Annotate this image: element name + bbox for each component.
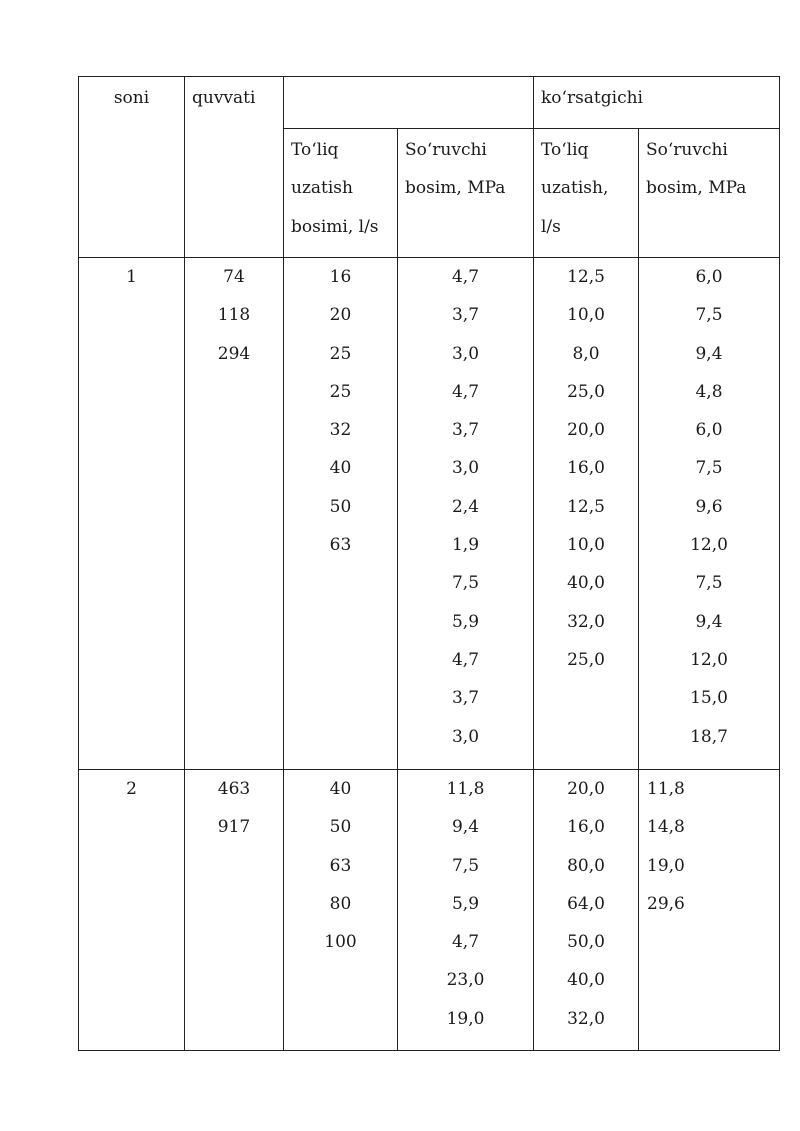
cell-value: 463 [217, 779, 251, 799]
cell-value: 80 [329, 893, 352, 914]
cell-value: 7,5 [695, 458, 723, 479]
cell-value: 12,0 [690, 535, 728, 556]
cell-value: 40,0 [567, 573, 605, 594]
cell-value: 25,0 [567, 649, 605, 670]
cell-value: 3,7 [451, 688, 480, 709]
cell-value: 40,0 [567, 970, 605, 991]
cell-value: 9,4 [451, 817, 480, 838]
cell-value: 10,0 [567, 305, 605, 326]
cell-value: 118 [217, 305, 251, 326]
subheader-toliq-uzatish: To‘liq uzatish, l/s [534, 129, 639, 258]
cell-value: 1,9 [451, 535, 480, 556]
cell-value: 64,0 [567, 893, 605, 914]
cell-value: 25 [329, 381, 352, 402]
cell-col3 [284, 770, 398, 1051]
cell-value: 12,5 [567, 496, 605, 517]
cell-value: 12,5 [567, 267, 605, 287]
cell-value: 7,5 [695, 573, 723, 594]
cell-value: 4,7 [451, 381, 480, 402]
header-quvvati: quvvati [185, 77, 284, 258]
cell-value: 6,0 [695, 267, 723, 287]
cell-value: 6,0 [695, 420, 723, 441]
cell-value: 10,0 [567, 535, 605, 556]
header-korsatgichi: ko‘rsatgichi [534, 77, 780, 129]
cell-soni [79, 770, 185, 1051]
cell-value: 9,6 [695, 496, 723, 517]
data-table [78, 76, 780, 1051]
cell-col3 [284, 258, 398, 770]
cell-value: 294 [217, 343, 251, 364]
cell-value: 50 [329, 496, 352, 517]
cell-value: 3,0 [451, 458, 480, 479]
cell-value: 25 [329, 343, 352, 364]
cell-col4 [398, 770, 534, 1051]
cell-value: 3,7 [451, 305, 480, 326]
cell-value: 5,9 [451, 893, 480, 914]
cell-value: 32,0 [567, 611, 605, 632]
header-soni: soni [79, 77, 185, 258]
cell-value: 3,0 [451, 343, 480, 364]
cell-value: 4,7 [451, 932, 480, 953]
cell-value: 80,0 [567, 855, 605, 876]
cell-value: 7,5 [451, 573, 480, 594]
cell-value: 16,0 [567, 817, 605, 838]
cell-value: 32 [329, 420, 352, 441]
table-row [79, 258, 780, 770]
cell-value: 4,7 [451, 267, 480, 287]
cell-soni [79, 258, 185, 770]
subheader-toliq-uzatish-bosimi: To‘liq uzatish bosimi, l/s [284, 129, 398, 258]
cell-col5 [534, 258, 639, 770]
cell-value: 40 [329, 779, 352, 799]
cell-value: 20,0 [567, 420, 605, 441]
cell-value: 5,9 [451, 611, 480, 632]
cell-value: 9,4 [695, 611, 723, 632]
cell-value: 2,4 [451, 496, 480, 517]
cell-value: 4,8 [695, 381, 723, 402]
cell-quvvati [185, 770, 284, 1051]
cell-value: 20,0 [567, 779, 605, 799]
cell-value: 25,0 [567, 381, 605, 402]
cell-value: 14,8 [647, 817, 685, 838]
cell-value: 63 [329, 855, 352, 876]
cell-value: 19,0 [647, 855, 685, 876]
cell-value: 74 [223, 267, 245, 287]
cell-value: 19,0 [446, 1008, 485, 1029]
cell-value: 9,4 [695, 343, 723, 364]
cell-col6 [639, 770, 780, 1051]
cell-value: 4,7 [451, 649, 480, 670]
cell-col4 [398, 258, 534, 770]
cell-value: 11,8 [446, 779, 485, 799]
cell-value: 7,5 [451, 855, 480, 876]
cell-value: 7,5 [695, 305, 723, 326]
subheader-soruvchi-bosim-1: So‘ruvchi bosim, MPa [398, 129, 534, 258]
cell-value: 917 [217, 817, 251, 838]
cell-quvvati [185, 258, 284, 770]
cell-value: 20 [329, 305, 352, 326]
cell-value: 18,7 [690, 726, 728, 747]
subheader-soruvchi-bosim-2: So‘ruvchi bosim, MPa [639, 129, 780, 258]
cell-value: 2 [126, 779, 137, 799]
header-blank [284, 77, 534, 129]
cell-value: 11,8 [647, 779, 685, 799]
cell-value: 63 [329, 535, 352, 556]
cell-value: 3,0 [451, 726, 480, 747]
cell-value: 1 [126, 267, 137, 287]
cell-value: 16,0 [567, 458, 605, 479]
cell-value: 8,0 [572, 343, 600, 364]
cell-value: 100 [324, 932, 357, 953]
cell-value: 50,0 [567, 932, 605, 953]
cell-value: 16 [329, 267, 352, 287]
header-row [79, 77, 780, 129]
cell-col5 [534, 770, 639, 1051]
cell-value: 3,7 [451, 420, 480, 441]
cell-value: 23,0 [446, 970, 485, 991]
cell-value: 29,6 [647, 893, 685, 914]
cell-col6 [639, 258, 780, 770]
cell-value: 15,0 [690, 688, 728, 709]
cell-value: 32,0 [567, 1008, 605, 1029]
cell-value: 40 [329, 458, 352, 479]
cell-value: 12,0 [690, 649, 728, 670]
table-row [79, 770, 780, 1051]
cell-value: 50 [329, 817, 352, 838]
